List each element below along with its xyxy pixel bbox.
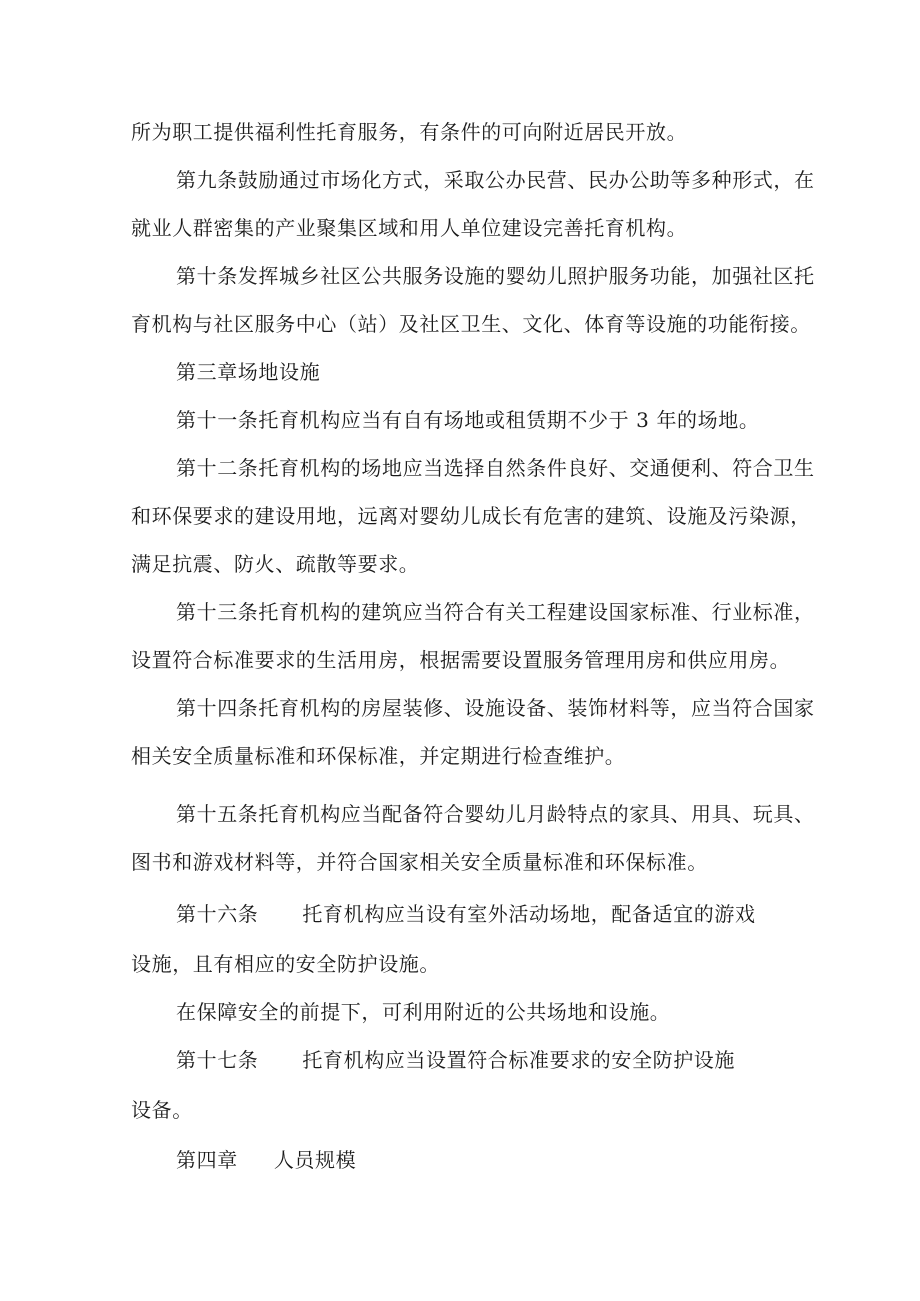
article-17-line-1	[176, 1046, 735, 1074]
article-16-line-2: 设施，且有相应的安全防护设施。	[131, 952, 440, 976]
article-9-line-2: 就业人群密集的产业聚集区域和用人单位建设完善托育机构。	[131, 216, 688, 240]
article-9-line-1: 第九条鼓励通过市场化方式，采取公办民营、民办公助等多种形式，在	[176, 168, 815, 192]
article-10-line-2: 育机构与社区服务中心（站）及社区卫生、文化、体育等设施的功能衔接。	[131, 312, 811, 336]
article-15-line-1: 第十五条托育机构应当配备符合婴幼儿月龄特点的家具、用具、玩具、	[176, 802, 815, 826]
article-12-line-3: 满足抗震、防火、疏散等要求。	[131, 552, 420, 576]
article-12-line-2: 和环保要求的建设用地，远离对婴幼儿成长有危害的建筑、设施及污染源，	[131, 504, 811, 528]
safety-paragraph: 在保障安全的前提下，可利用附近的公共场地和设施。	[176, 1000, 671, 1024]
article-17-number: 第十七条	[176, 1048, 259, 1072]
article-16-number: 第十六条	[176, 902, 259, 926]
chapter-4-title: 人员规模	[273, 1148, 357, 1172]
article-16-text: 托育机构应当设有室外活动场地，配备适宜的游戏	[302, 902, 756, 926]
article-13-line-2: 设置符合标准要求的生活用房，根据需要设置服务管理用房和供应用房。	[131, 648, 791, 672]
article-13-line-1: 第十三条托育机构的建筑应当符合有关工程建设国家标准、行业标准，	[176, 600, 815, 624]
article-10-line-1: 第十条发挥城乡社区公共服务设施的婴幼儿照护服务功能，加强社区托	[176, 264, 815, 288]
chapter-4-number: 第四章	[176, 1148, 238, 1172]
article-12-line-1: 第十二条托育机构的场地应当选择自然条件良好、交通便利、符合卫生	[176, 456, 815, 480]
chapter-3-heading: 第三章场地设施	[176, 360, 321, 384]
article-15-line-2: 图书和游戏材料等，并符合国家相关安全质量标准和环保标准。	[131, 850, 708, 874]
article-16-line-1	[176, 900, 756, 928]
article-14-line-2: 相关安全质量标准和环保标准，并定期进行检查维护。	[131, 744, 626, 768]
article-17-text: 托育机构应当设置符合标准要求的安全防护设施	[302, 1048, 736, 1072]
chapter-4-heading	[176, 1146, 356, 1174]
article-17-line-2: 设备。	[131, 1098, 193, 1122]
paragraph-line: 所为职工提供福利性托育服务，有条件的可向附近居民开放。	[131, 120, 688, 144]
article-11-line-1: 第十一条托育机构应当有自有场地或租赁期不少于 3 年的场地。	[176, 408, 760, 432]
article-14-line-1: 第十四条托育机构的房屋装修、设施设备、装饰材料等，应当符合国家	[176, 696, 815, 720]
